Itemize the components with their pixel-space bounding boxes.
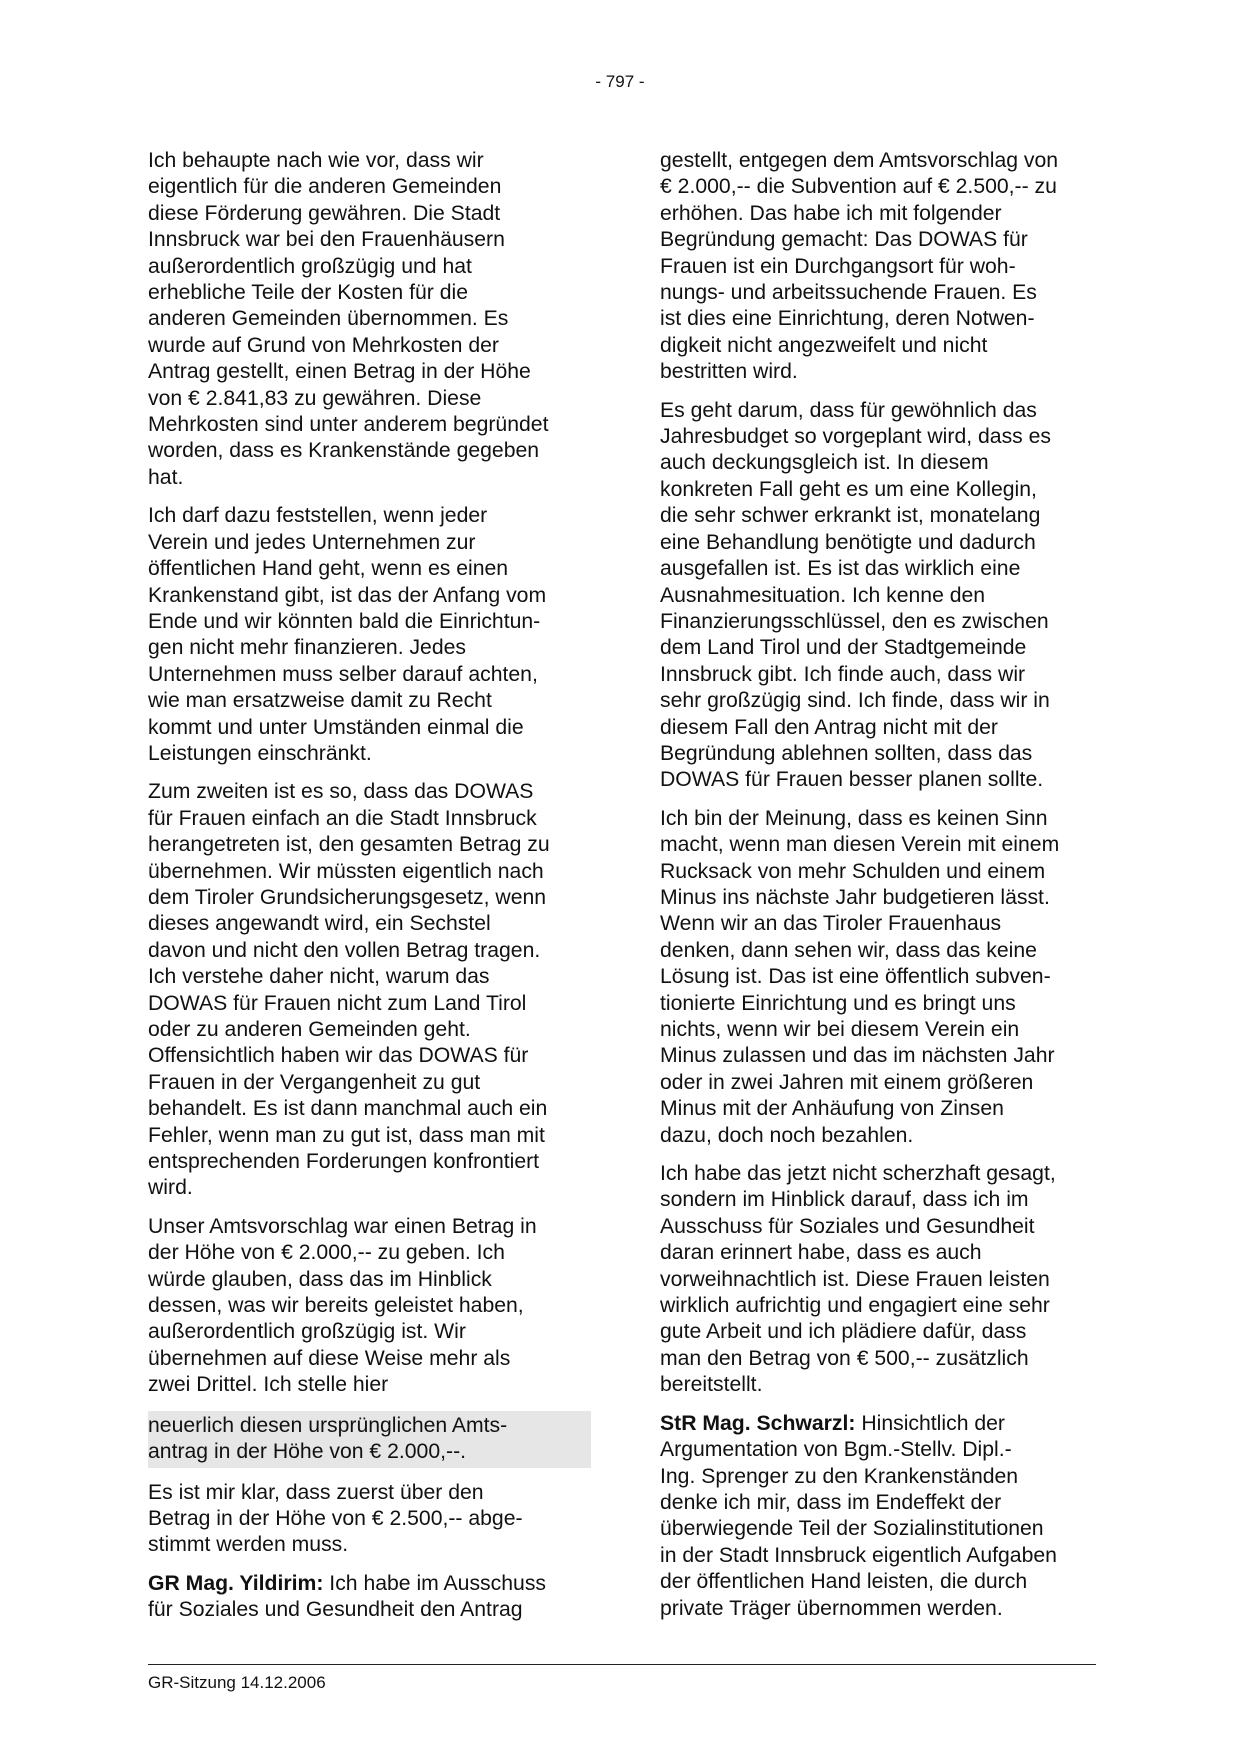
text-line: gen nicht mehr finanzieren. Jedes [148,636,466,660]
text-line: Minus zulassen und das im nächsten Jahr [660,1044,1055,1068]
speaker-paragraph [660,1411,1100,1622]
text-line: nungs- und arbeitssuchende Frauen. Es [660,281,1037,305]
text-line: Verein und jedes Unternehmen zur [148,530,476,554]
text-line: daran erinnert habe, dass es auch [660,1241,982,1265]
text-line: der öffentlichen Hand leisten, die durch [660,1570,1028,1594]
text-line: man den Betrag von € 500,-- zusätzlich [660,1346,1029,1370]
text-line: gute Arbeit und ich plädiere dafür, dass [660,1320,1027,1344]
paragraph [660,806,1100,1149]
text-line: Wenn wir an das Tiroler Frauenhaus [660,912,1002,936]
text-line: Rucksack von mehr Schulden und einem [660,859,1046,883]
text-line: übernehmen. Wir müssten eigentlich nach [148,859,544,883]
paragraph [660,148,1100,386]
text-line: außerordentlich großzügig und hat [148,254,472,278]
text-line: oder in zwei Jahren mit einem größeren [660,1070,1034,1094]
text-line: anderen Gemeinden übernommen. Es [148,307,509,331]
text-line: hat. [148,465,184,489]
text-line: nichts, wenn wir bei diesem Verein ein [660,1018,1020,1041]
text-line: Ich bin der Meinung, dass es keinen Sinn [660,806,1048,830]
text-line [660,1411,1100,1437]
page-number: - 797 - [595,72,645,91]
text-line: Fehler, wenn man zu gut ist, dass man mit [148,1123,545,1147]
text-line: bestritten wird. [660,360,798,384]
text-line: Ende und wir könnten bald die Einrichtun- [148,609,541,633]
paragraph [148,503,588,767]
paragraph [148,148,588,491]
text-line: bereitstellt. [660,1373,763,1397]
text-line: Ich behaupte nach wie vor, dass wir [148,149,484,172]
text-line: behandelt. Es ist dann manchmal auch ein [148,1097,548,1121]
speaker-text: Ich habe im Ausschuss [323,1571,547,1595]
text-line: kommt und unter Umständen einmal die [148,715,524,739]
text-line: herangetreten ist, den gesamten Betrag zu [148,833,550,857]
text-line: in der Stadt Innsbruck eigentlich Aufgaben [660,1543,1057,1567]
text-line: diesem Fall den Antrag nicht mit der [660,715,998,739]
text-line: Zum zweiten ist es so, dass das DOWAS [148,780,534,804]
text-line: Minus ins nächste Jahr budgetieren lässt. [660,885,1050,909]
text-line: denken, dann sehen wir, dass das keine [660,938,1037,962]
text-line: Unternehmen muss selber darauf achten, [148,662,538,686]
text-line: wie man ersatzweise damit zu Recht [148,689,492,713]
text-line: dessen, was wir bereits geleistet haben, [148,1294,524,1318]
right-column [660,148,1100,1634]
text-line: private Träger übernommen werden. [660,1596,1003,1620]
text-line: Frauen ist ein Durchgangsort für woh- [660,254,1016,278]
text-line: dem Land Tirol und der Stadtgemeinde [660,636,1027,660]
text-line: Leistungen einschränkt. [148,741,372,765]
text-line: Ing. Sprenger zu den Krankenständen [660,1464,1019,1488]
footer-divider [148,1664,1096,1665]
text-line: Frauen in der Vergangenheit zu gut [148,1070,481,1094]
text-line: Finanzierungsschlüssel, den es zwischen [660,609,1049,633]
text-line: auch deckungsgleich ist. In diesem [660,451,989,475]
text-line: wird. [148,1176,193,1200]
text-line: eine Behandlung benötigte und dadurch [660,530,1036,554]
speaker-lines [148,1597,588,1623]
text-line: stimmt werden muss. [148,1533,349,1557]
text-line: neuerlich diesen ursprünglichen Amts- [148,1413,508,1437]
text-line: sondern im Hinblick darauf, dass ich im [660,1188,1029,1212]
text-line: Ich habe das jetzt nicht scherzhaft gesagt, [660,1162,1056,1186]
text-line: oder zu anderen Gemeinden geht. [148,1018,471,1041]
text-line: öffentlichen Hand geht, wenn es einen [148,557,509,581]
text-line: Ich darf dazu feststellen, wenn jeder [148,504,488,528]
text-line: Argumentation von Bgm.-Stellv. Dipl.- [660,1438,1012,1462]
text-line: erhebliche Teile der Kosten für die [148,281,468,305]
text-line: Ich verstehe daher nicht, warum das [148,965,490,989]
speaker-lines [660,1437,1100,1622]
text-line: davon und nicht den vollen Betrag tragen. [148,938,541,962]
text-line: wirklich aufrichtig und engagiert eine sehr [660,1294,1050,1318]
text-line: eigentlich für die anderen Gemeinden [148,175,502,199]
text-line: digkeit nicht angezweifelt und nicht [660,333,988,357]
footer-session-label: GR-Sitzung 14.12.2006 [148,1673,326,1692]
text-line: dieses angewandt wird, ein Sechstel [148,912,491,936]
text-line: übernehmen auf diese Weise mehr als [148,1346,511,1370]
text-line: dazu, doch noch bezahlen. [660,1123,914,1147]
text-line: sehr großzügig sind. Ich finde, dass wir in [660,689,1050,713]
highlighted-paragraph [148,1411,591,1468]
text-line: überwiegende Teil der Sozialinstitutionen [660,1517,1044,1541]
text-line: Offensichtlich haben wir das DOWAS für [148,1044,529,1068]
text-line: Innsbruck gibt. Ich finde auch, dass wir [660,662,1026,686]
paragraph [148,1214,588,1399]
text-line: DOWAS für Frauen besser planen sollte. [660,768,1044,792]
text-line: Begründung gemacht: Das DOWAS für [660,228,1028,252]
text-line: diese Förderung gewähren. Die Stadt [148,201,501,225]
text-line: die sehr schwer erkrankt ist, monatelang [660,504,1041,528]
text-line: Antrag gestellt, einen Betrag in der Höhe [148,360,531,384]
text-line: erhöhen. Das habe ich mit folgender [660,201,1002,225]
text-line: Krankenstand gibt, ist das der Anfang vom [148,583,547,607]
left-column [148,148,588,1636]
text-line: Ausschuss für Soziales und Gesundheit [660,1214,1035,1238]
speaker-paragraph [148,1571,588,1624]
text-line: antrag in der Höhe von € 2.000,--. [148,1440,467,1464]
text-line: Es ist mir klar, dass zuerst über den [148,1480,484,1504]
text-line: Lösung ist. Das ist eine öffentlich subven- [660,965,1051,989]
text-line: Betrag in der Höhe von € 2.500,-- abge- [148,1506,523,1530]
text-line: € 2.000,-- die Subvention auf € 2.500,-- zu [660,175,1057,199]
speaker-text: Hinsichtlich der [855,1411,1005,1435]
text-line: von € 2.841,83 zu gewähren. Diese [148,386,482,410]
text-line: Innsbruck war bei den Frauenhäusern [148,228,505,252]
text-line: gestellt, entgegen dem Amtsvorschlag von [660,149,1059,172]
text-line: zwei Drittel. Ich stelle hier [148,1373,389,1397]
text-line: wurde auf Grund von Mehrkosten der [148,333,499,357]
text-line: macht, wenn man diesen Verein mit einem [660,833,1060,857]
paragraph [148,779,588,1202]
speaker-name: StR Mag. Schwarzl: [660,1411,856,1435]
text-line: tionierte Einrichtung und es bringt uns [660,991,1016,1015]
text-line: Begründung ablehnen sollten, dass das [660,741,1033,765]
text-line: Unser Amtsvorschlag war einen Betrag in [148,1214,537,1238]
text-line: entsprechenden Forderungen konfrontiert [148,1150,540,1174]
text-line: würde glauben, dass das im Hinblick [148,1267,492,1291]
paragraph [148,1480,588,1559]
text-line [148,1571,588,1597]
text-line: der Höhe von € 2.000,-- zu geben. Ich [148,1241,505,1265]
text-line: denke ich mir, dass im Endeffekt der [660,1490,1002,1514]
text-line: worden, dass es Krankenstände gegeben [148,439,540,463]
paragraph [660,398,1100,794]
text-line: vorweihnachtlich ist. Diese Frauen leisten [660,1267,1050,1291]
text-line: ist dies eine Einrichtung, deren Notwen- [660,307,1035,331]
text-line: DOWAS für Frauen nicht zum Land Tirol [148,991,527,1015]
text-line: dem Tiroler Grundsicherungsgesetz, wenn [148,885,547,909]
text-line: Ausnahmesituation. Ich kenne den [660,583,986,607]
text-line: ausgefallen ist. Es ist das wirklich eine [660,557,1021,581]
text-line: Jahresbudget so vorgeplant wird, dass es [660,425,1052,449]
text-line: konkreten Fall geht es um eine Kollegin, [660,477,1037,501]
text-line: Minus mit der Anhäufung von Zinsen [660,1097,1004,1121]
text-line: Mehrkosten sind unter anderem begründet [148,413,549,437]
text-line: Es geht darum, dass für gewöhnlich das [660,398,1037,422]
text-line: außerordentlich großzügig ist. Wir [148,1320,466,1344]
speaker-name: GR Mag. Yildirim: [148,1571,324,1595]
text-line: für Frauen einfach an die Stadt Innsbruck [148,806,537,830]
text-line: für Soziales und Gesundheit den Antrag [148,1598,523,1622]
paragraph [660,1161,1100,1399]
